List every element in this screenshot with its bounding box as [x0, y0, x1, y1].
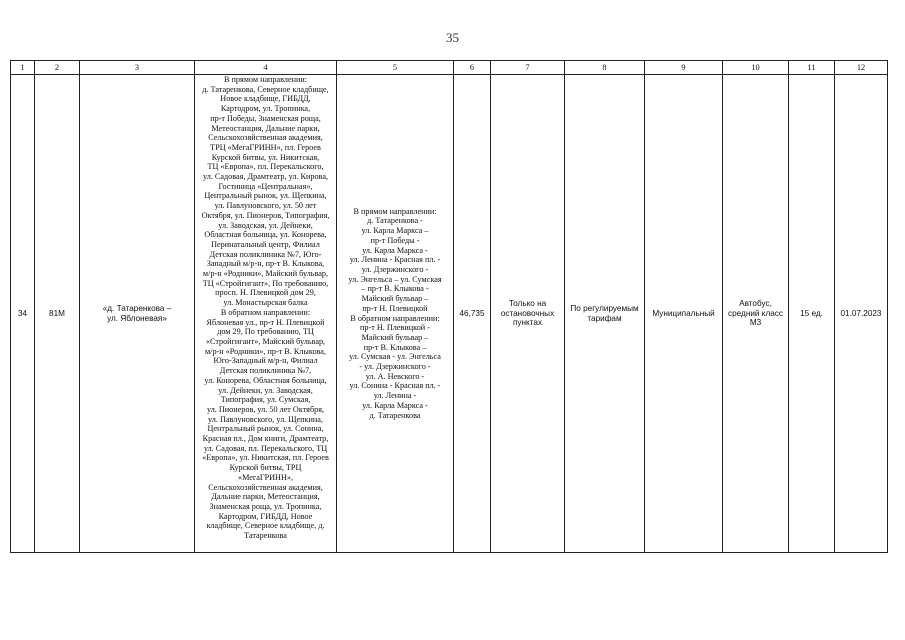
header-cell-11: 11 [789, 61, 835, 75]
table-header-row [11, 61, 888, 75]
route-table [10, 60, 888, 553]
header-cell-4: 4 [195, 61, 337, 75]
header-cell-5: 5 [337, 61, 454, 75]
route-length: 46,735 [454, 75, 491, 553]
tariff-type: По регулируемым тарифам [565, 75, 645, 553]
header-cell-9: 9 [645, 61, 723, 75]
route-roads: В прямом направлении: д. Татаренкова - ул. Карла Маркса – пр-т Победы - ул. Карла Маркса - ул. Ленина - Красная пл. - ул. Дзержинского - ул. Энгельса – ул. Сумская – пр-т В. Клыкова - Майский бульвар – пр-т Н. Плевицкой В обратном направлении: пр-т Н. Плевицкой - Майский бульвар – пр-т В. Клыкова – ул. Сумская - ул. Энгельса - ул. Дзержинского - ул. А. Невского - ул. Сонина - Красная пл. - ул. Ленина - ул. Карла Маркса - д. Татаренкова [337, 75, 454, 553]
vehicle-class: Автобус, средний класс М3 [723, 75, 789, 553]
header-cell-8: 8 [565, 61, 645, 75]
vehicle-quantity: 15 ед. [789, 75, 835, 553]
header-cell-10: 10 [723, 61, 789, 75]
page-number: 35 [446, 30, 459, 45]
table-row [11, 75, 888, 553]
row-number: 34 [11, 75, 35, 553]
stop-order: Только на остановочных пунктах [491, 75, 565, 553]
carrier-type: Муниципальный [645, 75, 723, 553]
route-streets: В прямом направлении: д. Татаренкова, Северное кладбище, Новое кладбище, ГИБДД, Картодром, ул. Тропинка, пр-т Победы, Знаменская роща, Метеостанция, Дальние парки, Сельскохозяйственная академия, ТРЦ «МегаГРИНН», пл. Героев Курской битвы, ул. Никитская, ТЦ «Европа», пл. Перекальского, ул. Садовая, Драмтеатр, ул. Кирова, Гостиница «Центральная», Центральный рынок, ул. Щепкина, ул. Павлуновского, ул. 50 лет Октября, ул. Пионеров, Типография, ул. Заводская, ул. Дейнеки, Областная больница, ул. Конорева, Перинатальный центр, Филиал Детская поликлиника №7, Юго- Западный м/р-н, пр-т В. Клыкова, м/р-н «Родники», Майский бульвар, ТЦ «Стройгигант», По требованию, просп. Н. Плевицкой дом 29, ул. Монастырская балка В обратном направлении: Яблоневая ул., пр-т Н. Плевицкой дом 29, По требованию, ТЦ «Стройгигант», Майский бульвар, м/р-н «Родники», пр-т В. Клыкова, Юго-Западный м/р-н, Филиал Детская поликлиника №7, ул. Конорева, Областная больница, ул. Дейнеки, ул. Заводская, Типография, ул. Сумская, ул. Пионеров, ул. 50 лет Октября, ул. Павлуновского, ул. Щепкина, Центральный рынок, ул. Сонина, Красная пл., Дом книги, Драмтеатр, ул. Садовая, пл. Перекальского, ТЦ «Европа», ул. Никитская, пл. Героев Курской битвы, ТРЦ «МегаГРИНН», Сельскохозяйственная академия, Дальние парки, Метеостанция, Знаменская роща, ул. Тропинка, Картодром, ГИБДД, Новое кладбище, Северное кладбище, д. Татаренкова [195, 75, 337, 553]
route-name: «д. Татаренкова – ул. Яблоневая» [80, 75, 195, 553]
header-cell-1: 1 [11, 61, 35, 75]
header-cell-7: 7 [491, 61, 565, 75]
start-date: 01.07.2023 [835, 75, 888, 553]
header-cell-12: 12 [835, 61, 888, 75]
route-code: 81М [35, 75, 80, 553]
header-cell-3: 3 [80, 61, 195, 75]
header-cell-6: 6 [454, 61, 491, 75]
header-cell-2: 2 [35, 61, 80, 75]
